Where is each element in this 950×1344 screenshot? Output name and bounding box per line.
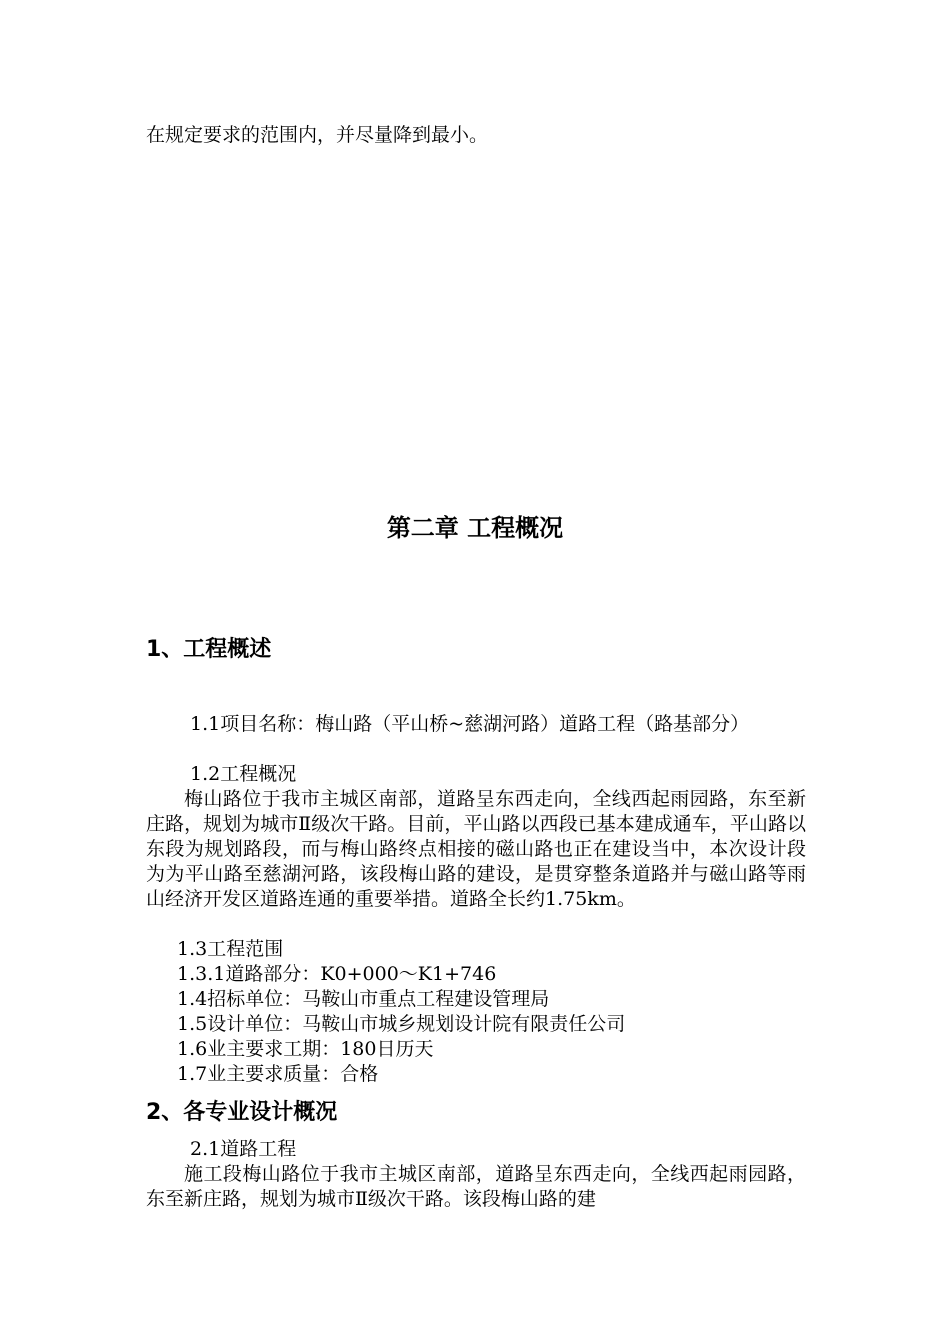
item-2-1-body: 施工段梅山路位于我市主城区南部，道路呈东西走向，全线西起雨园路，东至新庄路，规划为城市Ⅱ级次干路。该段梅山路的建 [146,1163,806,1210]
item-2-1-title: 2.1道路工程 [190,1138,297,1160]
item-1-1: 1.1项目名称：梅山路（平山桥~慈湖河路）道路工程（路基部分） [190,713,750,735]
intro-fragment: 在规定要求的范围内，并尽量降到最小。 [146,124,489,146]
item-1-4: 1.4招标单位：马鞍山市重点工程建设管理局 [177,988,550,1010]
section-heading-2: 2、各专业设计概况 [146,1100,338,1125]
item-1-7: 1.7业主要求质量：合格 [177,1063,379,1085]
section-heading-1: 1、工程概述 [146,637,272,662]
item-1-6: 1.6业主要求工期：180日历天 [177,1038,434,1060]
item-1-2-body: 梅山路位于我市主城区南部，道路呈东西走向，全线西起雨园路，东至新庄路，规划为城市Ⅱ级次干路。目前，平山路以西段已基本建成通车，平山路以东段为规划路段，而与梅山路终点相接的磁山路也正在建设当中，本次设计段为为平山路至慈湖河路，该段梅山路的建设，是贯穿整条道路并与磁山路等雨山经济开发区道路连通的重要举措。道路全长约1.75km。 [146,788,806,910]
item-1-3: 1.3工程范围 [177,938,284,960]
chapter-title: 第二章 工程概况 [386,514,564,542]
item-1-3-1: 1.3.1道路部分：K0+000～K1+746 [177,963,497,985]
item-1-5: 1.5设计单位：马鞍山市城乡规划设计院有限责任公司 [177,1013,626,1035]
item-1-2-title: 1.2工程概况 [190,763,297,785]
